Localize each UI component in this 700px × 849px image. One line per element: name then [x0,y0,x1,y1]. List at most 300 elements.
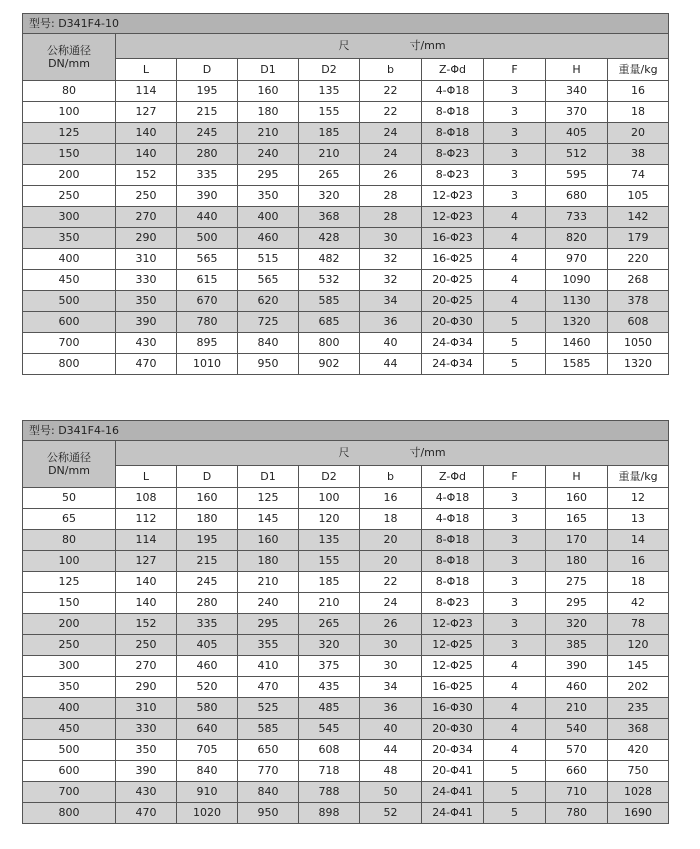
column-header: L [116,59,177,81]
table-cell: 5 [484,312,546,333]
table-cell: 290 [116,677,177,698]
table-cell: 378 [608,291,669,312]
table-cell: 902 [299,354,360,375]
table-cell: 270 [116,656,177,677]
table-row [23,186,669,207]
nominal-diameter-header [23,34,116,81]
table-cell: 300 [23,656,116,677]
table-row [23,228,669,249]
table-cell: 410 [238,656,299,677]
table-cell: 30 [360,228,422,249]
table-cell: 585 [299,291,360,312]
table-cell: 733 [546,207,608,228]
table-cell: 20-Φ30 [422,719,484,740]
table-cell: 152 [116,165,177,186]
table-cell: 390 [546,656,608,677]
table-cell: 1010 [177,354,238,375]
table-cell: 4 [484,291,546,312]
table-cell: 440 [177,207,238,228]
column-header: F [484,466,546,488]
table-cell: 800 [299,333,360,354]
table-cell: 250 [23,635,116,656]
table-row [23,81,669,102]
table-cell: 460 [177,656,238,677]
table-cell: 1130 [546,291,608,312]
table-cell: 114 [116,530,177,551]
table-cell: 32 [360,249,422,270]
table-cell: 120 [299,509,360,530]
table-cell: 350 [116,740,177,761]
table-cell: 180 [177,509,238,530]
table-cell: 155 [299,551,360,572]
table-cell: 1028 [608,782,669,803]
table-cell: 350 [238,186,299,207]
table-cell: 28 [360,186,422,207]
table-cell: 710 [546,782,608,803]
table-cell: 840 [238,782,299,803]
table-cell: 780 [546,803,608,824]
table-cell: 125 [23,572,116,593]
table-cell: 390 [116,761,177,782]
table-cell: 580 [177,698,238,719]
table-cell: 3 [484,102,546,123]
table-cell: 108 [116,488,177,509]
table-cell: 50 [23,488,116,509]
column-header: Z-Φd [422,466,484,488]
table-cell: 52 [360,803,422,824]
table-cell: 420 [608,740,669,761]
column-header: 重量/kg [608,466,669,488]
table-cell: 390 [116,312,177,333]
table-cell: 42 [608,593,669,614]
table-cell: 125 [238,488,299,509]
table-cell: 140 [116,123,177,144]
table-cell: 1320 [546,312,608,333]
table-cell: 1320 [608,354,669,375]
table-cell: 26 [360,614,422,635]
table-cell: 170 [546,530,608,551]
nominal-diameter-header [23,441,116,488]
table-cell: 26 [360,165,422,186]
dimensions-header [116,34,669,59]
table-cell: 202 [608,677,669,698]
table-cell: 34 [360,291,422,312]
nominal-diameter-header-line2: DN/mm [48,57,90,70]
column-header: D2 [299,466,360,488]
table-cell: 16-Φ23 [422,228,484,249]
table-cell: 100 [23,102,116,123]
table-cell: 400 [23,698,116,719]
table-cell: 540 [546,719,608,740]
table-row [23,656,669,677]
table-cell: 16-Φ25 [422,249,484,270]
table-row [23,761,669,782]
table-cell: 770 [238,761,299,782]
table-cell: 240 [238,593,299,614]
table-cell: 368 [299,207,360,228]
table-cell: 18 [608,572,669,593]
table-cell: 330 [116,719,177,740]
model-row [23,14,669,34]
table-cell: 615 [177,270,238,291]
table-cell: 160 [238,81,299,102]
table-cell: 8-Φ23 [422,165,484,186]
table-cell: 22 [360,81,422,102]
table-cell: 4 [484,719,546,740]
table-cell: 30 [360,656,422,677]
table-cell: 3 [484,81,546,102]
table-row [23,677,669,698]
table-cell: 788 [299,782,360,803]
table-cell: 142 [608,207,669,228]
table-cell: 4 [484,740,546,761]
table-cell: 3 [484,488,546,509]
spec-table-d341f4-10 [22,13,669,375]
table-cell: 4 [484,698,546,719]
dimensions-header-b: 寸/mm [409,446,446,459]
table-cell: 430 [116,782,177,803]
table-cell: 195 [177,81,238,102]
table-cell: 435 [299,677,360,698]
table-cell: 565 [238,270,299,291]
table-cell: 215 [177,102,238,123]
table-cell: 1050 [608,333,669,354]
table-cell: 4 [484,656,546,677]
table-cell: 24-Φ41 [422,803,484,824]
table-cell: 245 [177,123,238,144]
table-cell: 840 [177,761,238,782]
table-cell: 210 [299,593,360,614]
table-cell: 685 [299,312,360,333]
table-cell: 565 [177,249,238,270]
table-cell: 532 [299,270,360,291]
table-cell: 295 [238,165,299,186]
table-row [23,551,669,572]
table-cell: 1090 [546,270,608,291]
table-cell: 390 [177,186,238,207]
nominal-diameter-header-line1: 公称通径 [47,451,91,464]
table-row [23,123,669,144]
column-header: F [484,59,546,81]
table-cell: 460 [546,677,608,698]
table-cell: 545 [299,719,360,740]
table-cell: 512 [546,144,608,165]
table-cell: 500 [177,228,238,249]
table-cell: 428 [299,228,360,249]
table-cell: 50 [360,782,422,803]
table-row [23,509,669,530]
table-cell: 268 [608,270,669,291]
table-row [23,635,669,656]
table-cell: 368 [608,719,669,740]
table-cell: 127 [116,551,177,572]
table-cell: 3 [484,614,546,635]
table-cell: 355 [238,635,299,656]
table-cell: 430 [116,333,177,354]
table-cell: 120 [608,635,669,656]
table-cell: 295 [238,614,299,635]
table-cell: 250 [23,186,116,207]
table-cell: 20-Φ30 [422,312,484,333]
table-cell: 4 [484,228,546,249]
table-cell: 370 [546,102,608,123]
table-cell: 700 [23,782,116,803]
table-cell: 127 [116,102,177,123]
column-header-row [23,59,669,81]
spec-table-d341f4-16 [22,420,669,824]
table-cell: 620 [238,291,299,312]
table-cell: 340 [546,81,608,102]
table-cell: 20 [608,123,669,144]
table-cell: 515 [238,249,299,270]
table-row [23,803,669,824]
table-cell: 520 [177,677,238,698]
column-header-row [23,466,669,488]
table-cell: 350 [116,291,177,312]
table-cell: 3 [484,551,546,572]
table-cell: 135 [299,81,360,102]
table-cell: 112 [116,509,177,530]
table-cell: 18 [360,509,422,530]
table-cell: 12-Φ23 [422,614,484,635]
table-cell: 16 [608,551,669,572]
table-row [23,291,669,312]
table-cell: 80 [23,530,116,551]
table-cell: 5 [484,761,546,782]
table-cell: 600 [23,312,116,333]
table-cell: 150 [23,593,116,614]
table-cell: 24-Φ34 [422,333,484,354]
table-cell: 950 [238,803,299,824]
table-cell: 30 [360,635,422,656]
table-row [23,102,669,123]
table-cell: 310 [116,249,177,270]
table-cell: 38 [608,144,669,165]
table-cell: 210 [299,144,360,165]
dimensions-header [116,441,669,466]
table-row [23,614,669,635]
table-cell: 3 [484,530,546,551]
table-cell: 74 [608,165,669,186]
table-row [23,354,669,375]
table-cell: 210 [238,123,299,144]
table-cell: 525 [238,698,299,719]
table-cell: 385 [546,635,608,656]
table-cell: 40 [360,333,422,354]
table-cell: 160 [238,530,299,551]
table-cell: 210 [546,698,608,719]
table-cell: 8-Φ18 [422,530,484,551]
table-row [23,488,669,509]
table-cell: 34 [360,677,422,698]
column-header: Z-Φd [422,59,484,81]
table-cell: 3 [484,186,546,207]
table-cell: 18 [608,102,669,123]
table-cell: 24 [360,123,422,144]
table-cell: 135 [299,530,360,551]
table-row [23,740,669,761]
table-cell: 24 [360,593,422,614]
table-cell: 335 [177,165,238,186]
table-cell: 470 [238,677,299,698]
table-cell: 320 [546,614,608,635]
table-row [23,144,669,165]
table-row [23,572,669,593]
table-cell: 20-Φ25 [422,270,484,291]
table-cell: 145 [608,656,669,677]
column-header: D1 [238,466,299,488]
column-header: b [360,59,422,81]
table-cell: 450 [23,270,116,291]
column-header: 重量/kg [608,59,669,81]
table-cell: 22 [360,102,422,123]
column-header: D2 [299,59,360,81]
table-cell: 140 [116,572,177,593]
table-cell: 215 [177,551,238,572]
table-cell: 179 [608,228,669,249]
table-cell: 650 [238,740,299,761]
table-cell: 100 [299,488,360,509]
column-header: b [360,466,422,488]
table-cell: 320 [299,186,360,207]
table-cell: 3 [484,123,546,144]
table-cell: 200 [23,614,116,635]
table-cell: 160 [177,488,238,509]
table-cell: 200 [23,165,116,186]
table-cell: 44 [360,740,422,761]
column-header: L [116,466,177,488]
table-cell: 680 [546,186,608,207]
table-cell: 585 [238,719,299,740]
table-cell: 485 [299,698,360,719]
table-cell: 24 [360,144,422,165]
table-cell: 4-Φ18 [422,488,484,509]
table-row [23,782,669,803]
table-row [23,270,669,291]
table-cell: 275 [546,572,608,593]
table-cell: 725 [238,312,299,333]
table-cell: 180 [546,551,608,572]
table-cell: 20 [360,530,422,551]
table-row [23,719,669,740]
table-cell: 13 [608,509,669,530]
table-cell: 78 [608,614,669,635]
dimensions-header-a: 尺 [338,446,350,459]
table-cell: 155 [299,102,360,123]
table-cell: 4-Φ18 [422,81,484,102]
table-cell: 5 [484,782,546,803]
table-cell: 295 [546,593,608,614]
table-cell: 140 [116,144,177,165]
table-cell: 24-Φ41 [422,782,484,803]
table-cell: 22 [360,572,422,593]
table-cell: 114 [116,81,177,102]
table-cell: 40 [360,719,422,740]
table-cell: 700 [23,333,116,354]
model-row [23,421,669,441]
table-cell: 8-Φ18 [422,123,484,144]
table-cell: 20 [360,551,422,572]
table-cell: 150 [23,144,116,165]
table-cell: 4 [484,249,546,270]
table-cell: 180 [238,102,299,123]
table-cell: 300 [23,207,116,228]
table-cell: 195 [177,530,238,551]
table-cell: 20-Φ25 [422,291,484,312]
table-row [23,207,669,228]
table-cell: 450 [23,719,116,740]
column-header: D [177,466,238,488]
table-cell: 405 [177,635,238,656]
table-cell: 210 [238,572,299,593]
model-label: 型号: D341F4-10 [23,14,669,34]
table-cell: 14 [608,530,669,551]
column-header: D [177,59,238,81]
model-label: 型号: D341F4-16 [23,421,669,441]
table-cell: 290 [116,228,177,249]
table-cell: 48 [360,761,422,782]
table-cell: 265 [299,614,360,635]
table-cell: 8-Φ23 [422,144,484,165]
table-cell: 1020 [177,803,238,824]
table-cell: 280 [177,144,238,165]
table-cell: 910 [177,782,238,803]
table-cell: 12-Φ25 [422,656,484,677]
table-cell: 20-Φ41 [422,761,484,782]
table-cell: 640 [177,719,238,740]
table-cell: 5 [484,803,546,824]
table-cell: 375 [299,656,360,677]
table-cell: 65 [23,509,116,530]
table-cell: 16 [360,488,422,509]
table-cell: 8-Φ18 [422,102,484,123]
table-cell: 220 [608,249,669,270]
table-row [23,312,669,333]
dimensions-header-b: 寸/mm [409,39,446,52]
table-cell: 12-Φ25 [422,635,484,656]
table-cell: 5 [484,354,546,375]
table-cell: 8-Φ18 [422,572,484,593]
table-cell: 180 [238,551,299,572]
table-row [23,333,669,354]
table-cell: 4 [484,677,546,698]
table-cell: 12-Φ23 [422,186,484,207]
table-cell: 718 [299,761,360,782]
table-cell: 320 [299,635,360,656]
table-cell: 125 [23,123,116,144]
dimensions-header-a: 尺 [338,39,350,52]
table-row [23,249,669,270]
table-row [23,530,669,551]
table-cell: 245 [177,572,238,593]
table-cell: 5 [484,333,546,354]
table-cell: 482 [299,249,360,270]
table-cell: 32 [360,270,422,291]
table-cell: 8-Φ18 [422,551,484,572]
table-cell: 350 [23,228,116,249]
table-cell: 152 [116,614,177,635]
table-cell: 660 [546,761,608,782]
table-cell: 140 [116,593,177,614]
table-cell: 820 [546,228,608,249]
table-cell: 20-Φ34 [422,740,484,761]
table-cell: 270 [116,207,177,228]
table-cell: 608 [608,312,669,333]
table-cell: 310 [116,698,177,719]
table-cell: 3 [484,635,546,656]
table-body [23,488,669,824]
table-cell: 160 [546,488,608,509]
